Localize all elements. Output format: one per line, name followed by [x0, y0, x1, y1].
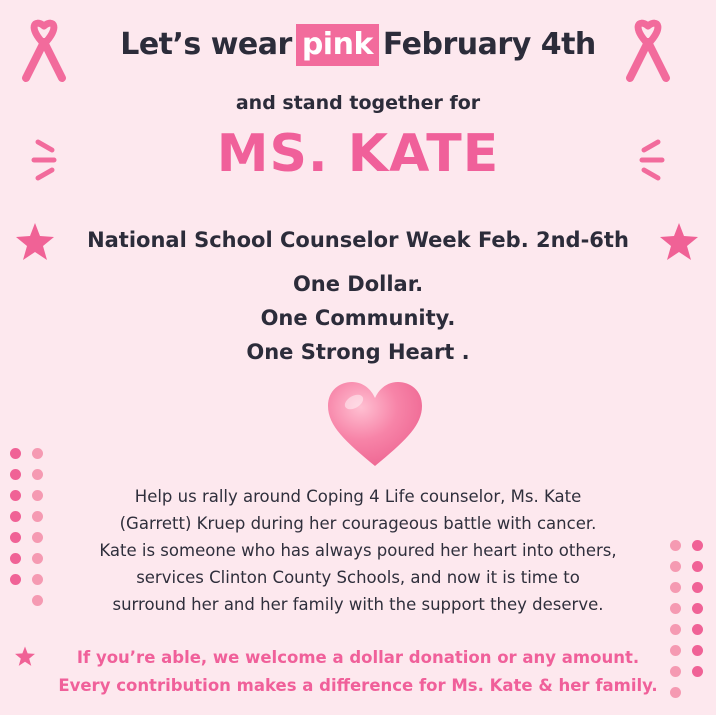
- story-line-3: Kate is someone who has always poured her heart into others,: [99, 541, 617, 560]
- story-line-2: (Garrett) Kruep during her courageous battle with cancer.: [119, 514, 597, 533]
- counselor-week-line: National School Counselor Week Feb. 2nd-6th: [87, 228, 629, 252]
- headline-after: February 4th: [382, 27, 596, 62]
- story-line-1: Help us rally around Coping 4 Life counselor, Ms. Kate: [134, 487, 582, 506]
- headline-highlight: pink: [296, 24, 379, 66]
- heart-icon: [326, 380, 424, 470]
- motto-line-3: One Strong Heart .: [246, 340, 470, 364]
- headline: [0, 24, 716, 66]
- donation-line-1: If you’re able, we welcome a dollar donation or any amount.: [76, 648, 640, 667]
- story-paragraph: [60, 483, 656, 618]
- subline: and stand together for: [235, 92, 481, 114]
- donation-line-2: Every contribution makes a difference for Ms. Kate & her family.: [58, 676, 658, 695]
- motto-line-2: One Community.: [260, 306, 456, 330]
- story-line-5: surround her and her family with the support they deserve.: [112, 595, 604, 614]
- motto-line-1: One Dollar.: [292, 272, 424, 296]
- headline-before: Let’s wear: [120, 27, 292, 62]
- story-line-4: services Clinton County Schools, and now it is time to: [136, 568, 580, 587]
- honoree-name: MS. KATE: [216, 124, 500, 184]
